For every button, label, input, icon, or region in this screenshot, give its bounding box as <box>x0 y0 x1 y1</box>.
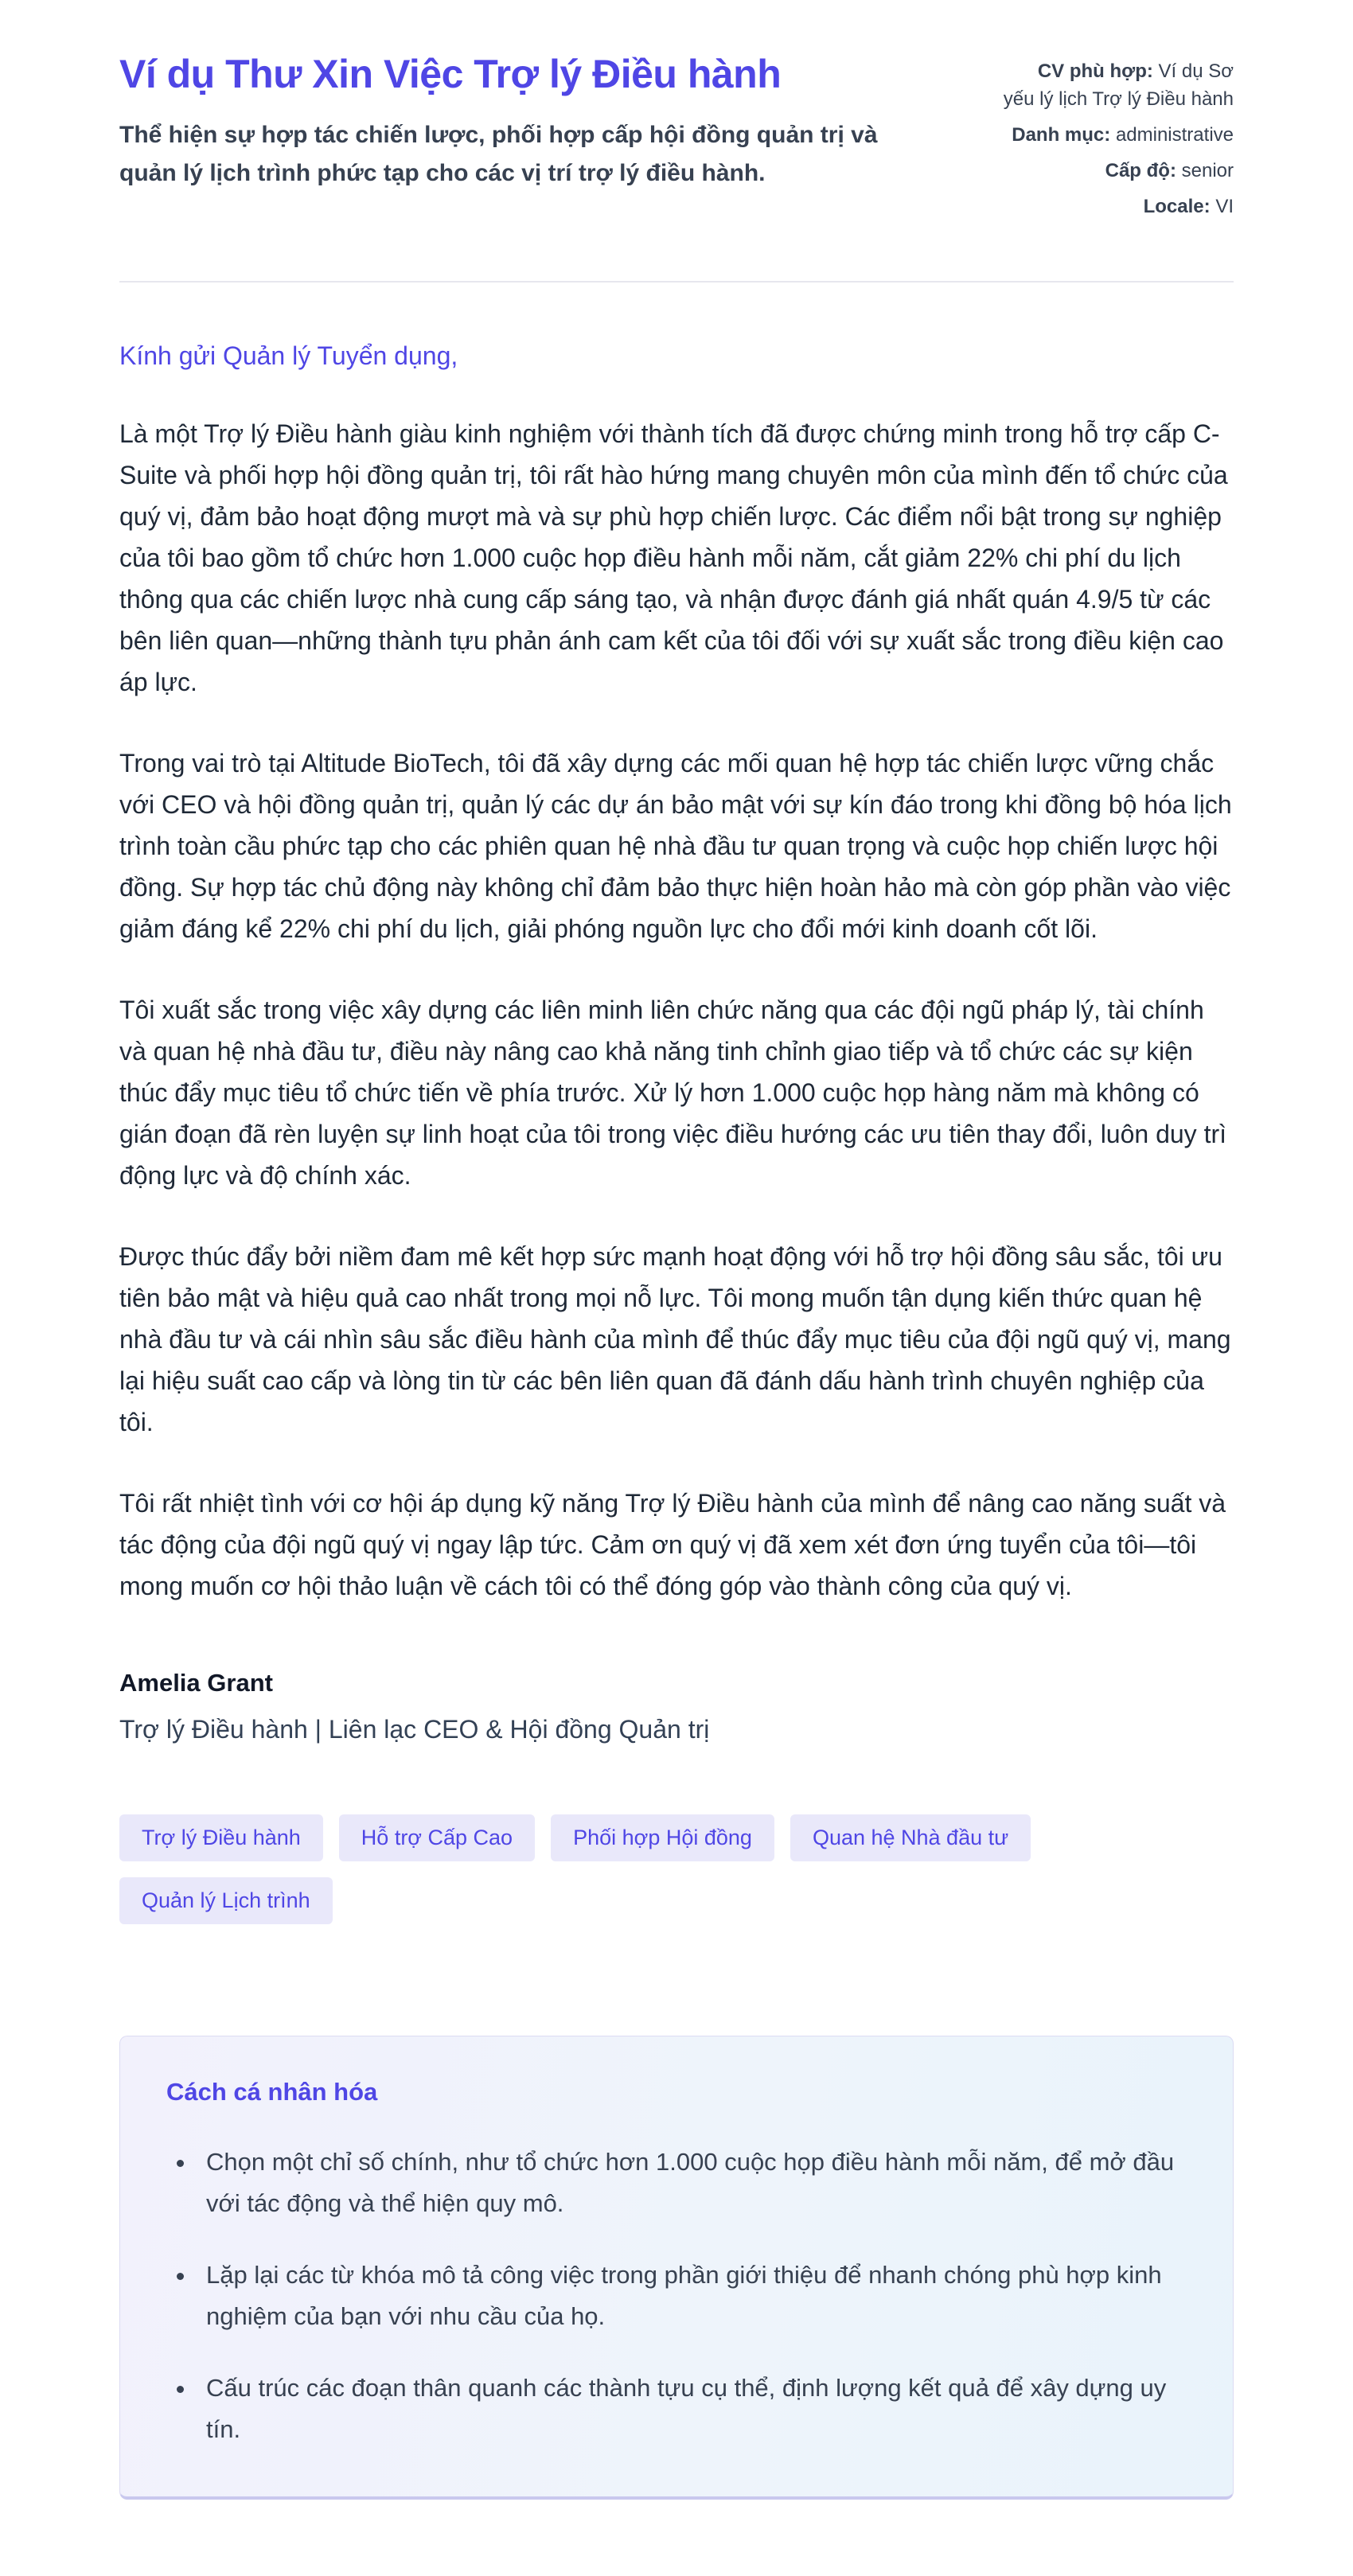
meta-row-level <box>1003 157 1234 185</box>
tip-item: • Chọn một chỉ số chính, như tổ chức hơn 1.000 cuộc họp điều hành mỗi năm, để mở đầu với tác động và thể hiện quy mô. <box>197 2141 1187 2224</box>
letter-paragraph: Là một Trợ lý Điều hành giàu kinh nghiệm với thành tích đã được chứng minh trong hỗ trợ cấp C-Suite và phối hợp hội đồng quản trị, tôi rất hào hứng mang chuyên môn của mình đến tổ chức của quý vị, đảm bảo hoạt động mượt mà và sự phù hợp chiến lược. Các điểm nổi bật trong sự nghiệp của tôi bao gồm tổ chức hơn 1.000 cuộc họp điều hành mỗi năm, cắt giảm 22% chi phí du lịch thông qua các chiến lược nhà cung cấp sáng tạo, và nhận được đánh giá nhất quán 4.9/5 từ các bên liên quan—những thành tựu phản ánh cam kết của tôi đối với sự xuất sắc trong điều kiện cao áp lực. <box>119 419 1228 696</box>
tag-pill: Hỗ trợ Cấp Cao <box>339 1814 535 1861</box>
tips-heading: Cách cá nhân hóa <box>166 2078 378 2106</box>
meta-value: administrative <box>1115 124 1234 146</box>
signature-name: Amelia Grant <box>119 1669 273 1697</box>
personalization-tips-box <box>119 2036 1234 2500</box>
page-title: Ví dụ Thư Xin Việc Trợ lý Điều hành <box>119 52 782 96</box>
header-divider <box>119 281 1234 283</box>
tip-item: • Cấu trúc các đoạn thân quanh các thành tựu cụ thể, định lượng kết quả để xây dựng uy tín. <box>197 2368 1187 2450</box>
meta-row-locale <box>1003 193 1234 220</box>
page-subtitle: Thể hiện sự hợp tác chiến lược, phối hợp cấp hội đồng quản trị và quản lý lịch trình phức tạp cho các vị trí trợ lý điều hành. <box>119 122 878 186</box>
tag-pill: Phối hợp Hội đồng <box>551 1814 774 1861</box>
signature-role: Trợ lý Điều hành | Liên lạc CEO & Hội đồng Quản trị <box>119 1715 710 1744</box>
tip-item: • Lặp lại các từ khóa mô tả công việc trong phần giới thiệu để nhanh chóng phù hợp kinh nghiệm của bạn với nhu cầu của họ. <box>197 2254 1187 2337</box>
header <box>119 49 1234 228</box>
letter-paragraph: Tôi xuất sắc trong việc xây dựng các liên minh liên chức năng qua các đội ngũ pháp lý, tài chính và quan hệ nhà đầu tư, điều này nâng cao khả năng tinh chỉnh giao tiếp và tổ chức các sự kiện thúc đẩy mục tiêu tổ chức tiến về phía trước. Xử lý hơn 1.000 cuộc họp hàng năm mà không có gián đoạn đã rèn luyện sự linh hoạt của tôi trong việc điều hướng các ưu tiên thay đổi, luôn duy trì động lực và độ chính xác. <box>119 996 1226 1190</box>
cover-letter <box>119 338 1234 1744</box>
letter-paragraph: Tôi rất nhiệt tình với cơ hội áp dụng kỹ năng Trợ lý Điều hành của mình để nâng cao năng suất và tác động của đội ngũ quý vị ngay lập tức. Cảm ơn quý vị đã xem xét đơn ứng tuyển của tôi—tôi mong muốn cơ hội thảo luận về cách tôi có thể đóng góp vào thành công của quý vị. <box>119 1489 1226 1600</box>
meta-value: senior <box>1181 160 1234 181</box>
signature-block <box>119 1669 1234 1744</box>
keyword-tags <box>119 1814 1234 1924</box>
header-titles <box>119 49 927 193</box>
meta-row-matching-resume <box>1003 57 1234 113</box>
tag-pill: Quản lý Lịch trình <box>119 1877 333 1924</box>
page-container <box>119 0 1234 2576</box>
meta-value: VI <box>1215 196 1234 217</box>
tag-pill: Trợ lý Điều hành <box>119 1814 323 1861</box>
meta-label: Cấp độ: <box>1105 160 1176 181</box>
meta-row-category <box>1003 121 1234 149</box>
letter-greeting: Kính gửi Quản lý Tuyển dụng, <box>119 341 458 370</box>
meta-label: Danh mục: <box>1012 124 1111 146</box>
letter-paragraph: Được thúc đẩy bởi niềm đam mê kết hợp sức mạnh hoạt động với hỗ trợ hội đồng sâu sắc, tôi ưu tiên bảo mật và hiệu quả cao nhất trong mọi nỗ lực. Tôi mong muốn tận dụng kiến thức quan hệ nhà đầu tư và cái nhìn sâu sắc điều hành của mình để thúc đẩy mục tiêu của đội ngũ quý vị, mang lại hiệu suất cao cấp và lòng tin từ các bên liên quan đã đánh dấu hành trình chuyên nghiệp của tôi. <box>119 1242 1231 1436</box>
tag-pill: Quan hệ Nhà đầu tư <box>790 1814 1031 1861</box>
meta-label: CV phù hợp: <box>1037 60 1153 82</box>
tips-list <box>166 2141 1187 2450</box>
meta-label: Locale: <box>1143 196 1211 217</box>
meta-panel <box>1003 49 1234 228</box>
meta-value: Ví dụ Sơ yếu lý lịch Trợ lý Điều hành <box>1003 60 1234 110</box>
letter-paragraph: Trong vai trò tại Altitude BioTech, tôi đã xây dựng các mối quan hệ hợp tác chiến lược vững chắc với CEO và hội đồng quản trị, quản lý các dự án bảo mật với sự kín đáo trong khi đồng bộ hóa lịch trình toàn cầu phức tạp cho các phiên quan hệ nhà đầu tư quan trọng và cuộc họp chiến lược hội đồng. Sự hợp tác chủ động này không chỉ đảm bảo thực hiện hoàn hảo mà còn góp phần vào việc giảm đáng kể 22% chi phí du lịch, giải phóng nguồn lực cho đổi mới kinh doanh cốt lõi. <box>119 749 1232 943</box>
